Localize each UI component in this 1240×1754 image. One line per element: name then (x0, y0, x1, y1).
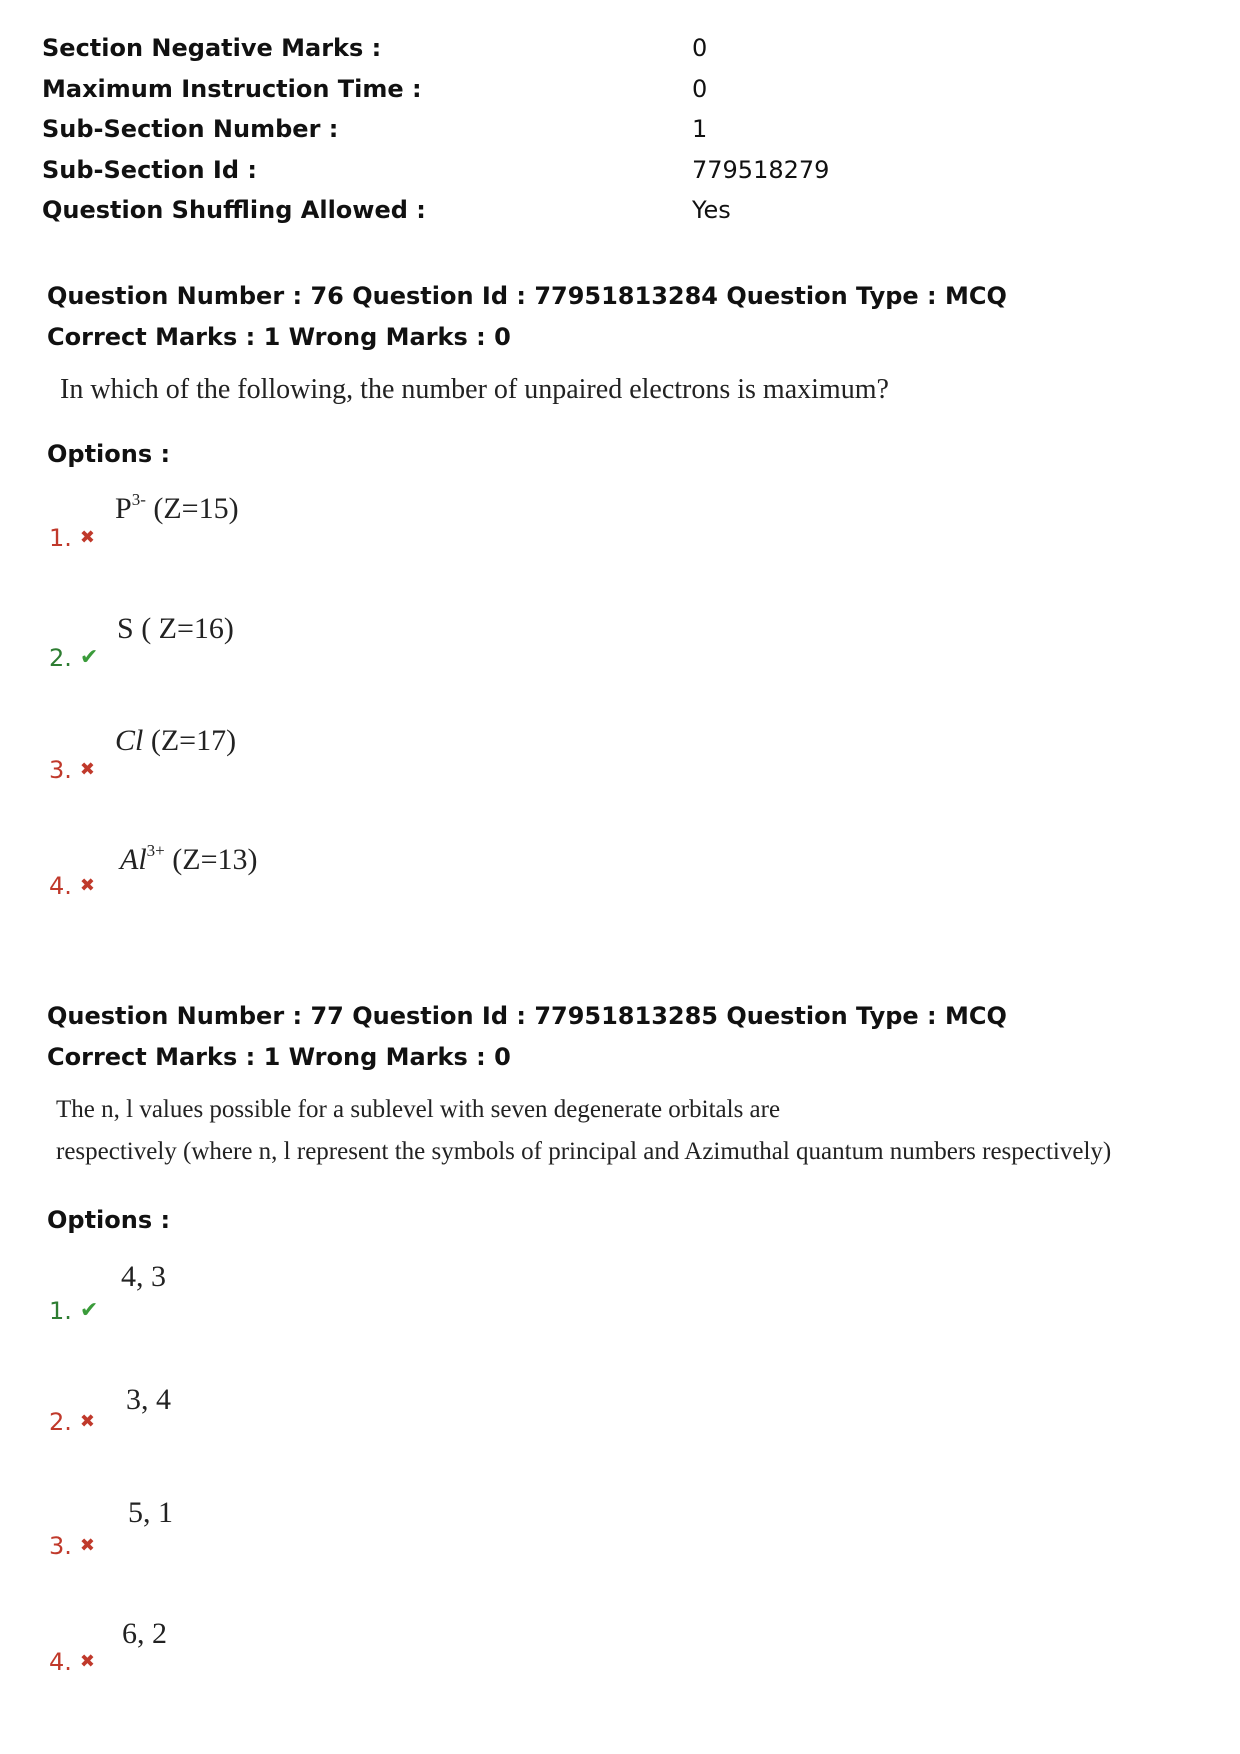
meta-label: Section Negative Marks : (42, 34, 382, 63)
meta-row (42, 69, 829, 110)
option-rest: (Z=17) (143, 724, 237, 757)
question-text-line: respectively (where n, l represent the symbols of principal and Azimuthal quantum numbers respectively) (56, 1138, 1112, 1165)
option-base: Cl (115, 724, 144, 757)
option-superscript: 3+ (146, 841, 165, 860)
question-marks-line: Correct Marks : 1 Wrong Marks : 0 (47, 1043, 511, 1071)
option-2-number (49, 644, 98, 672)
cross-icon: ✖ (79, 1411, 95, 1432)
meta-value: 0 (692, 34, 708, 63)
option-number-label: 2. (49, 1408, 72, 1436)
question-header-line: Question Number : 76 Question Id : 77951813284 Question Type : MCQ (47, 282, 1007, 310)
option-number-label: 1. (49, 524, 72, 552)
option-number-label: 2. (49, 644, 72, 672)
option-number-label: 4. (49, 1648, 72, 1676)
option-rest: ( Z=16) (133, 612, 234, 645)
cross-icon: ✖ (79, 875, 95, 896)
option-2-number (49, 1408, 95, 1436)
question-77-header (47, 996, 1007, 1078)
option-1-text (115, 490, 239, 526)
option-number-label: 4. (49, 872, 72, 900)
meta-row (42, 150, 829, 191)
option-1-number (49, 1297, 98, 1325)
option-base: S (117, 612, 134, 645)
cross-icon: ✖ (79, 527, 95, 548)
check-icon: ✔ (79, 1298, 99, 1323)
option-2-text: 3, 4 (126, 1383, 171, 1416)
question-76-text: In which of the following, the number of unpaired electrons is maximum? (60, 374, 889, 405)
meta-value: 779518279 (692, 155, 830, 184)
option-rest: (Z=13) (164, 843, 258, 876)
option-4-text: 6, 2 (122, 1617, 167, 1650)
meta-row (42, 28, 829, 69)
meta-label: Sub-Section Id : (42, 155, 257, 184)
option-number-label: 1. (49, 1297, 72, 1325)
question-marks-line: Correct Marks : 1 Wrong Marks : 0 (47, 323, 511, 351)
meta-label: Sub-Section Number : (42, 115, 339, 144)
option-1-number (49, 524, 95, 552)
option-3-number (49, 1532, 95, 1560)
meta-value: 1 (692, 115, 708, 144)
cross-icon: ✖ (79, 1651, 95, 1672)
option-3-text (115, 724, 236, 758)
question-text-line: The n, l values possible for a sublevel with seven degenerate orbitals are (56, 1096, 781, 1123)
section-meta-table (42, 28, 829, 231)
question-76-header (47, 276, 1007, 358)
check-icon: ✔ (79, 645, 99, 670)
meta-label: Maximum Instruction Time : (42, 74, 422, 103)
options-label: Options : (47, 1206, 171, 1234)
option-base: P (115, 492, 132, 525)
option-base: Al (120, 843, 147, 876)
cross-icon: ✖ (79, 1535, 95, 1556)
meta-value: 0 (692, 74, 708, 103)
option-4-text (120, 841, 258, 877)
option-number-label: 3. (49, 756, 72, 784)
option-number-label: 3. (49, 1532, 72, 1560)
meta-value: Yes (692, 196, 731, 225)
options-label: Options : (47, 440, 171, 468)
option-1-text: 4, 3 (121, 1260, 166, 1293)
option-3-number (49, 756, 95, 784)
option-2-text (117, 612, 234, 646)
option-4-number (49, 872, 95, 900)
question-77-text (56, 1089, 1111, 1173)
meta-label: Question Shuffling Allowed : (42, 196, 426, 225)
option-superscript: 3- (131, 490, 146, 509)
option-4-number (49, 1648, 95, 1676)
meta-row (42, 190, 829, 231)
option-rest: (Z=15) (145, 492, 239, 525)
meta-row (42, 109, 829, 150)
cross-icon: ✖ (79, 759, 95, 780)
option-3-text: 5, 1 (128, 1496, 173, 1529)
question-header-line: Question Number : 77 Question Id : 77951813285 Question Type : MCQ (47, 1002, 1007, 1030)
